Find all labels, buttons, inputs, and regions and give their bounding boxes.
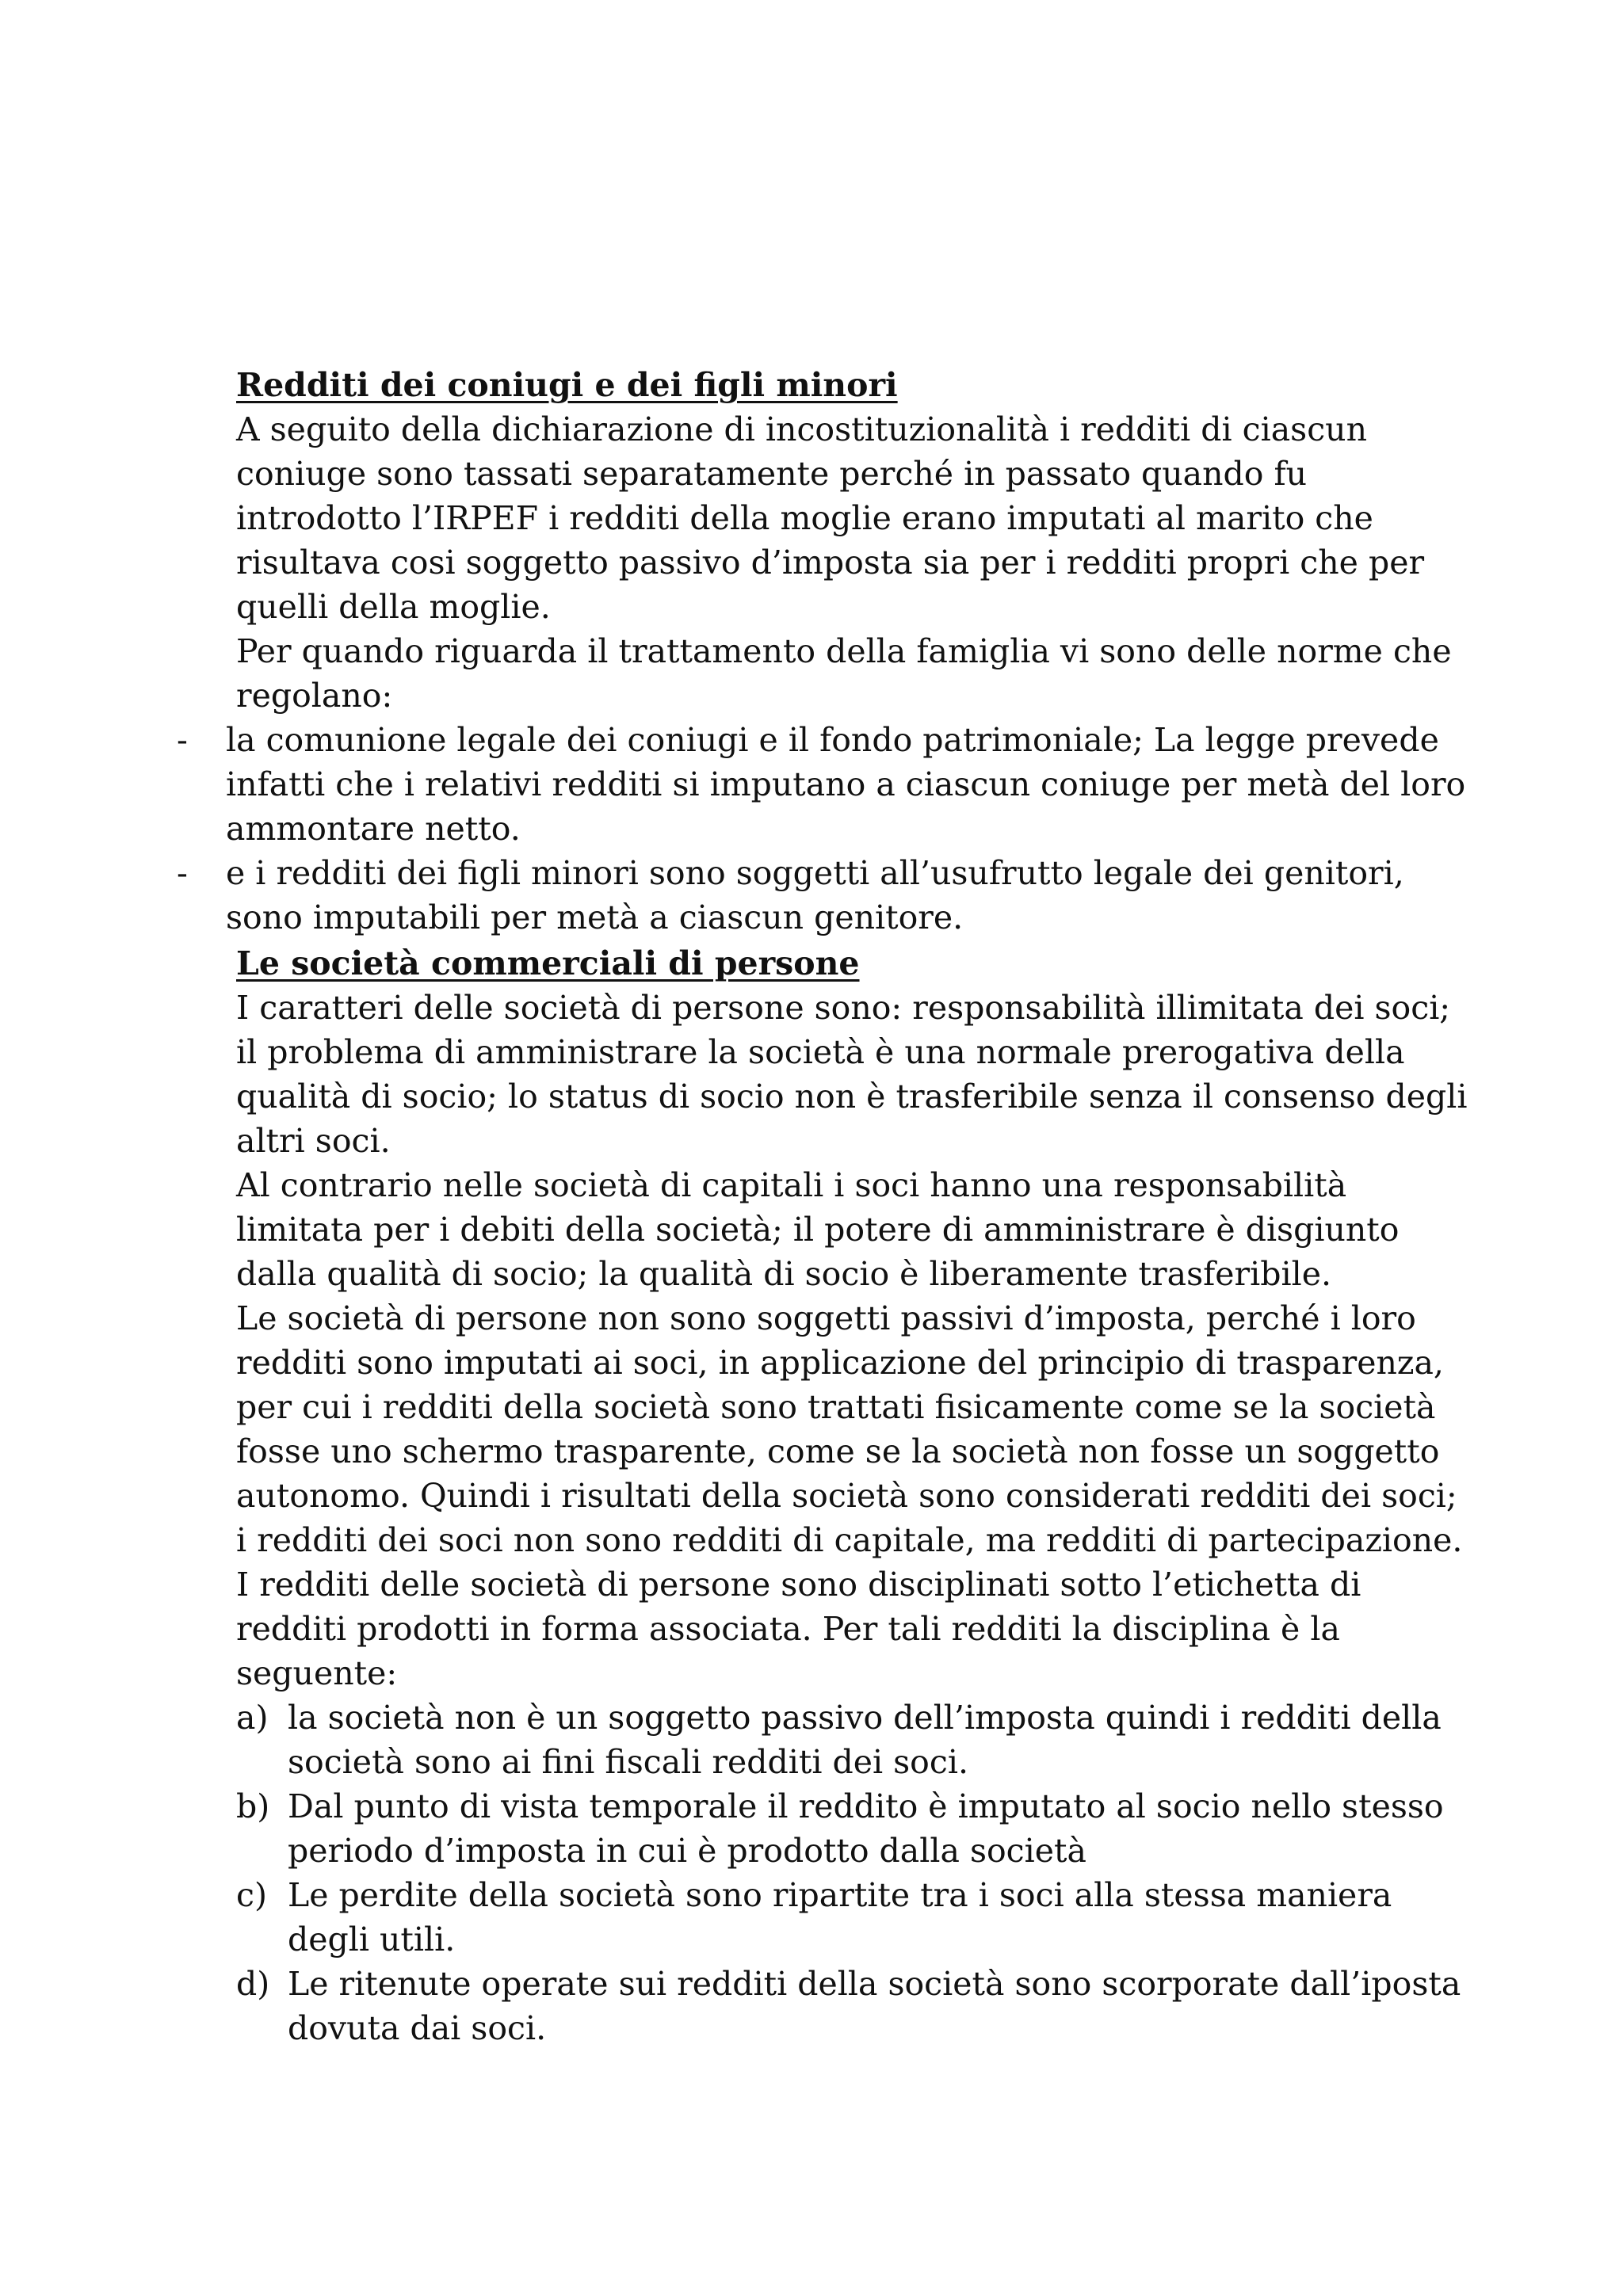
list-item	[236, 1695, 1468, 1784]
list-marker: b)	[236, 1787, 270, 1825]
list-item	[236, 1962, 1468, 2050]
list-marker: -	[177, 854, 188, 892]
paragraph: Per quando riguarda il trattamento della famiglia vi sono delle norme che regolano:	[236, 632, 1452, 715]
section-redditi-coniugi	[0, 363, 1623, 940]
list-item-text: la comunione legale dei coniugi e il fondo patrimoniale; La legge prevede infatti che i relativi redditi si imputano a ciascun coniuge per metà del loro ammontare netto.	[226, 721, 1466, 848]
list-item-text: Dal punto di vista temporale il reddito è imputato al socio nello stesso periodo d’imposta in cui è prodotto dalla società	[288, 1787, 1444, 1870]
list-item	[236, 1784, 1468, 1873]
paragraph: I caratteri delle società di persone sono: responsabilità illimitata dei soci; il problema di amministrare la società è una normale prerogativa della qualità di socio; lo status di socio non è trasferibile senza il consenso degli altri soci.	[236, 989, 1468, 1160]
list-item	[177, 718, 1470, 851]
section-heading: Le società commerciali di persone	[236, 944, 860, 982]
list-item	[236, 1873, 1468, 1962]
list-marker: c)	[236, 1876, 267, 1914]
list-marker: a)	[236, 1699, 269, 1737]
list-item	[177, 851, 1470, 940]
list-item-text: Le ritenute operate sui redditi della società sono scorporate dall’iposta dovuta dai soci.	[288, 1965, 1461, 2047]
list-marker: d)	[236, 1965, 270, 2003]
list-item-text: la società non è un soggetto passivo dell’imposta quindi i redditi della società sono ai fini fiscali redditi dei soci.	[288, 1699, 1442, 1781]
paragraph: Le società di persone non sono soggetti passivi d’imposta, perché i loro redditi sono imputati ai soci, in applicazione del principio di trasparenza, per cui i redditi della società sono trattati fisicamente come se la società fosse uno schermo trasparente, come se la società non fosse un soggetto autonomo. Quindi i risultati della società sono considerati redditi dei soci; i redditi dei soci non sono redditi di capitale, ma redditi di partecipazione.	[236, 1299, 1463, 1559]
list-item-text: Le perdite della società sono ripartite tra i soci alla stessa maniera degli utili.	[288, 1876, 1392, 1958]
lettered-list	[0, 1695, 1623, 2050]
dash-list	[0, 718, 1623, 940]
paragraph: I redditi delle società di persone sono disciplinati sotto l’etichetta di redditi prodotti in forma associata. Per tali redditi la disciplina è la seguente:	[236, 1566, 1361, 1692]
section-heading: Redditi dei coniugi e dei figli minori	[236, 366, 898, 404]
list-marker: -	[177, 721, 188, 759]
paragraph: A seguito della dichiarazione di incostituzionalità i redditi di ciascun coniuge sono tassati separatamente perché in passato quando fu introdotto l’IRPEF i redditi della moglie erano imputati al marito che risultava cosi soggetto passivo d’imposta sia per i redditi propri che per quelli della moglie.	[236, 410, 1425, 626]
section-societa-persone	[0, 941, 1623, 2050]
paragraph: Al contrario nelle società di capitali i soci hanno una responsabilità limitata per i debiti della società; il potere di amministrare è disgiunto dalla qualità di socio; la qualità di socio è liberamente trasferibile.	[236, 1166, 1400, 1293]
list-item-text: e i redditi dei figli minori sono soggetti all’usufrutto legale dei genitori, sono imputabili per metà a ciascun genitore.	[226, 854, 1404, 936]
